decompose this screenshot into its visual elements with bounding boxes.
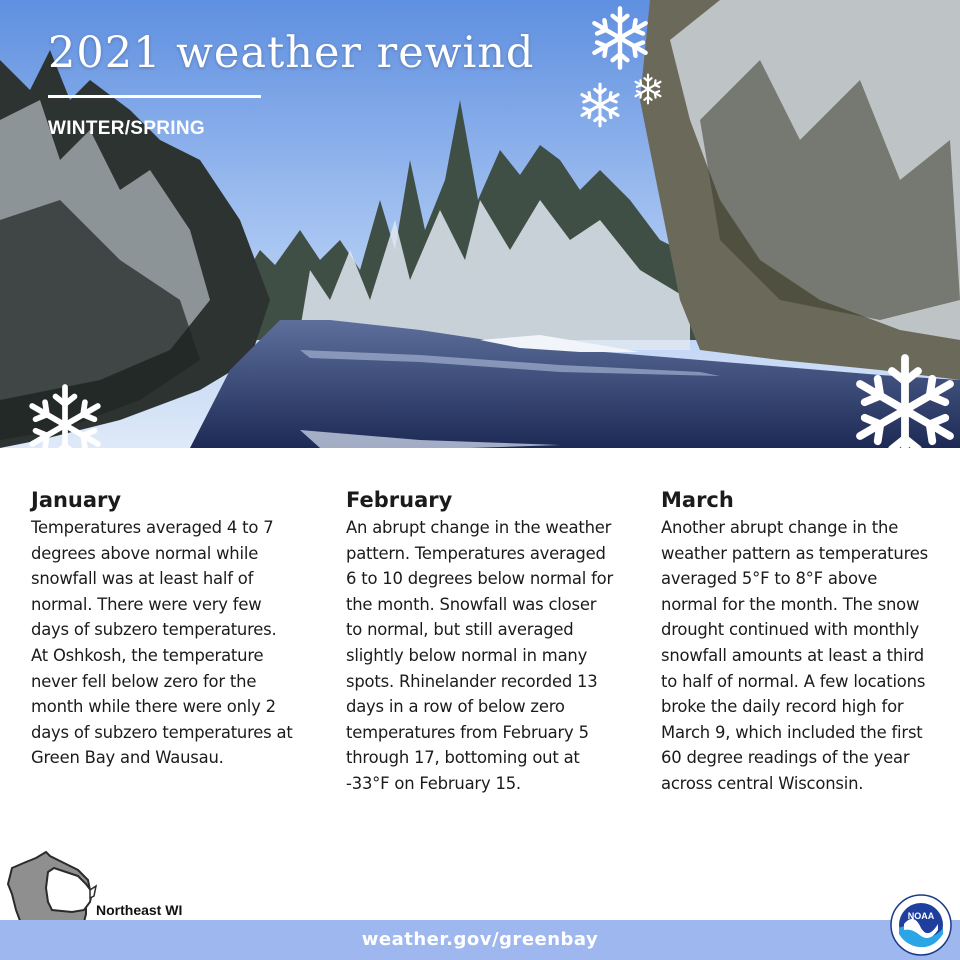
- january-section: [31, 487, 293, 771]
- february-section: [346, 487, 614, 797]
- snowflake-icon: [636, 75, 661, 104]
- month-heading: February: [346, 488, 453, 512]
- month-summary: An abrupt change in the weather pattern. Temperatures averaged 6 to 10 degrees below normal for the month. Snowfall was closer to normal, but still averaged slightly below normal in many spots. Rhinelander recorded 13 days in a row of below zero temperatures from February 5 through 17, bottoming out at -33°F on February 15.: [346, 518, 614, 793]
- season-subtitle: WINTER/SPRING: [48, 118, 205, 139]
- title-underline: [48, 95, 261, 98]
- month-summary: Another abrupt change in the weather pattern as temperatures averaged 5°F to 8°F above normal for the month. The snow drought continued with monthly snowfall amounts at least a third to half of normal. A few locations broke the daily record high for March 9, which included the first 60 degree readings of the year across central Wisconsin.: [661, 518, 928, 793]
- month-heading: March: [661, 488, 734, 512]
- snowflake-icon: [32, 387, 98, 448]
- noaa-logo-icon: [890, 894, 952, 956]
- footer-bar: [0, 920, 960, 960]
- map-label: Northeast WI: [96, 902, 183, 918]
- snowflake-icon: [582, 84, 618, 126]
- website-link[interactable]: weather.gov/greenbay: [361, 929, 599, 950]
- month-heading: January: [31, 488, 122, 512]
- snowflake-icon: [594, 8, 645, 67]
- march-section: [661, 487, 931, 797]
- month-summary: Temperatures averaged 4 to 7 degrees above normal while snowfall was at least half of normal. There were very few days of subzero temperatures. At Oshkosh, the temperature never fell below zero for the month while there were only 2 days of subzero temperatures at Green Bay and Wausau.: [31, 518, 293, 768]
- page-title: 2021 weather rewind: [48, 28, 535, 78]
- hero-image: [0, 0, 960, 448]
- snowflake-icon: [860, 358, 950, 448]
- noaa-logo-text: NOAA: [907, 911, 935, 921]
